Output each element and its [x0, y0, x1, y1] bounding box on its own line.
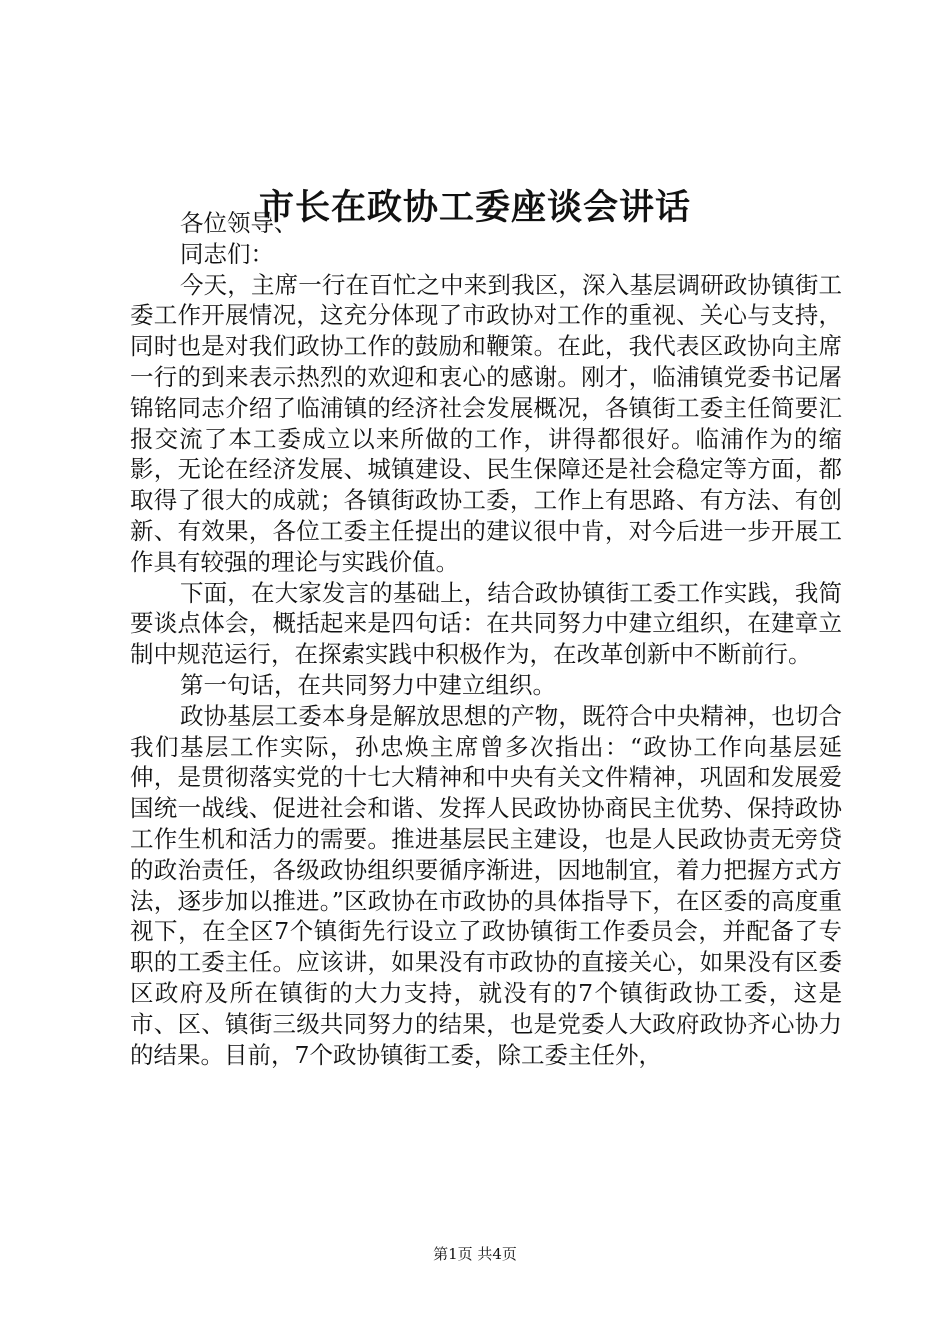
- section-heading: 第一句话，在共同努力中建立组织。: [180, 670, 556, 699]
- document-title: 市长在政协工委座谈会讲话: [258, 187, 691, 228]
- salutation-line-2: 同志们：: [180, 239, 274, 268]
- salutation-line-1: 各位领导、: [180, 209, 298, 237]
- body-paragraph: 下面，在大家发言的基础上，结合政协镇街工委工作实践，我简要谈点体会，概括起来是四句话：在共同努力中建立组织，在建章立制中规范运行，在探索实践中积极作为，在改革创新中不断前行。: [130, 578, 842, 669]
- body-paragraph: 今天，主席一行在百忙之中来到我区，深入基层调研政协镇街工委工作开展情况，这充分体现了市政协对工作的重视、关心与支持，同时也是对我们政协工作的鼓励和鞭策。在此，我代表区政协向主席一行的到来表示热烈的欢迎和衷心的感谢。刚才，临浦镇党委书记屠锦铭同志介绍了临浦镇的经济社会发展概况，各镇街工委主任简要汇报交流了本工委成立以来所做的工作，讲得都很好。临浦作为的缩影，无论在经济发展、城镇建设、民生保障还是社会稳定等方面，都取得了很大的成就；各镇街政协工委，工作上有思路、有方法、有创新、有效果，各位工委主任提出的建议很中肯，对今后进一步开展工作具有较强的理论与实践价值。: [130, 270, 842, 576]
- body-paragraph: 政协基层工委本身是解放思想的产物，既符合中央精神，也切合我们基层工作实际，孙忠焕主席曾多次指出：“政协工作向基层延伸，是贯彻落实党的十七大精神和中央有关文件精神，巩固和发展爱国统一战线、促进社会和谐、发挥人民政协协商民主优势、保持政协工作生机和活力的需要。推进基层民主建设，也是人民政协责无旁贷的政治责任，各级政协组织要循序渐进，因地制宜，着力把握方式方法，逐步加以推进。”区政协在市政协的具体指导下，在区委的高度重视下，在全区7个镇街先行设立了政协镇街工作委员会，并配备了专职的工委主任。应该讲，如果没有市政协的直接关心，如果没有区委区政府及所在镇街的大力支持，就没有的7个镇街政协工委，这是市、区、镇街三级共同努力的结果，也是党委人大政府政协齐心协力的结果。目前，7个政协镇街工委，除工委主任外，: [130, 701, 842, 1069]
- page-number-footer: 第1页 共4页: [433, 1245, 517, 1263]
- document-body: [130, 208, 842, 1070]
